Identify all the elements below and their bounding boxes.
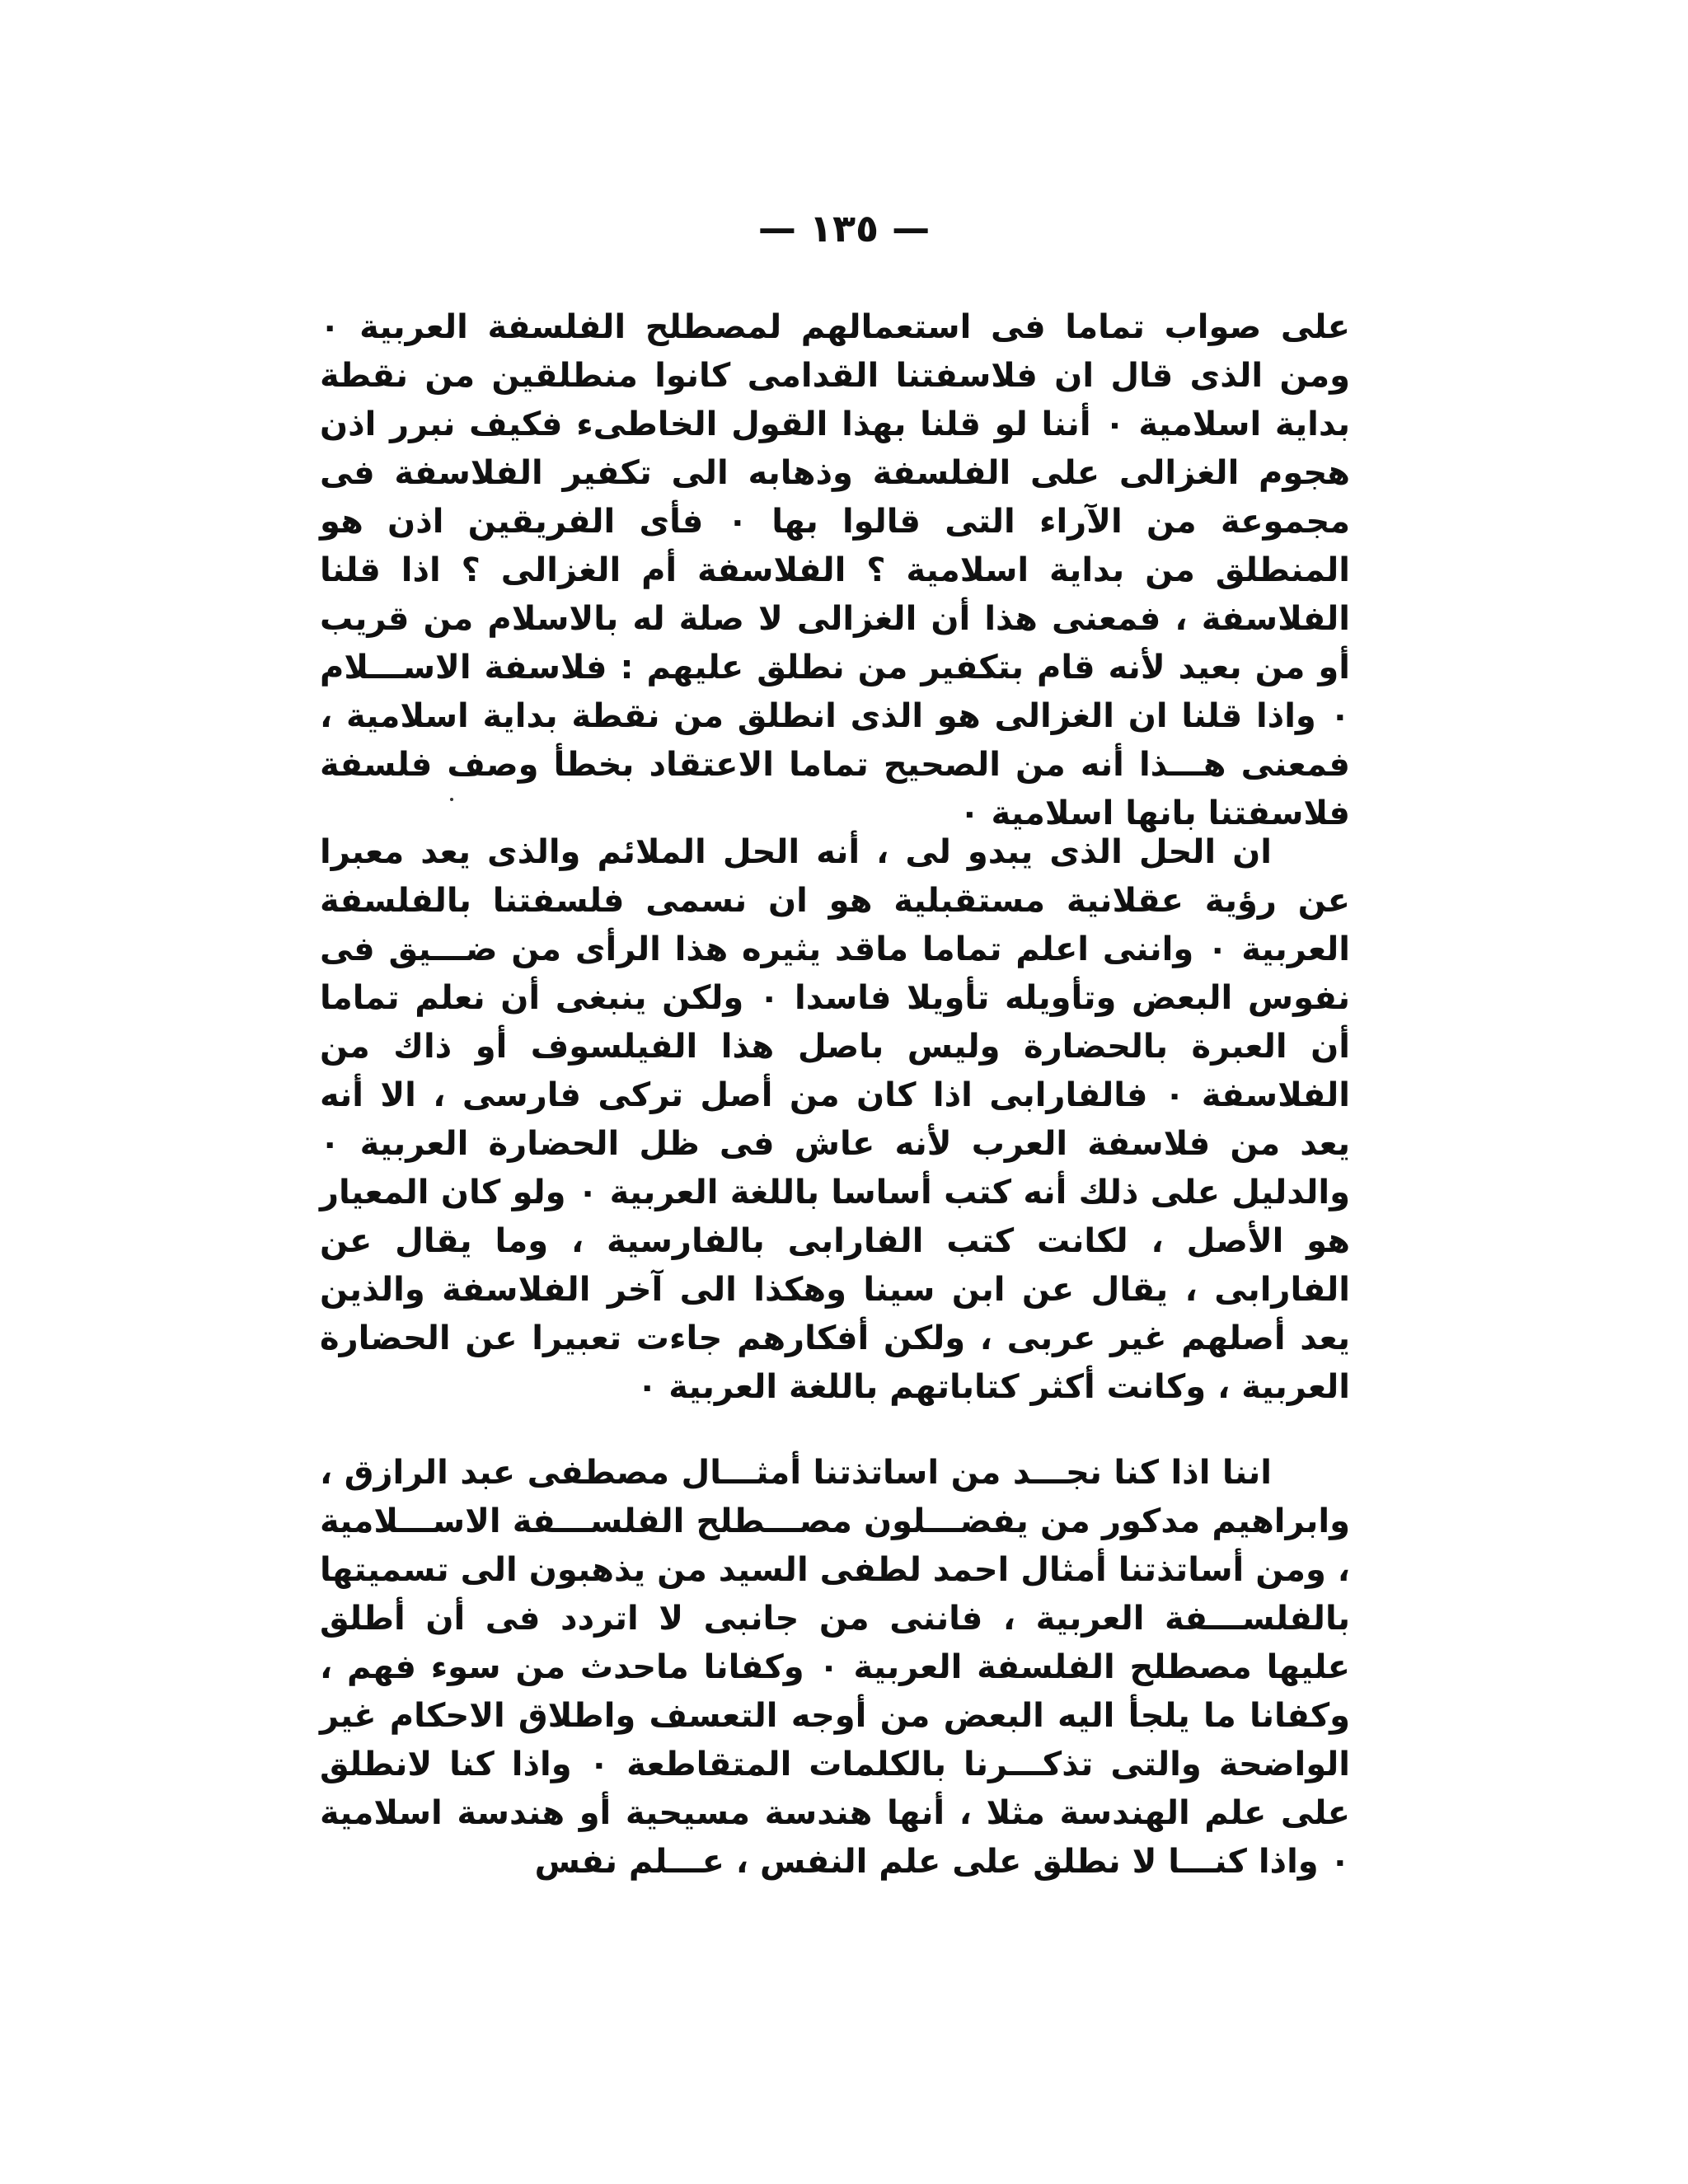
paragraph-3 [320,1449,1350,1886]
paragraph-text: ان الحل الذى يبدو لى ، أنه الحل الملائم والذى يعد معبرا عن رؤية عقلانية مستقبلية هو ان نسمى فلسفتنا بالفلسفة العربية ٠ واننى اعلم تماما ماقد يثيره هذا الرأى من ضـــيق فى نفوس البعض وتأويله تأويلا فاسدا ٠ ولكن ينبغى أن نعلم تماما أن العبرة بالحضارة وليس باصل هذا الفيلسوف أو ذاك من الفلاسفة ٠ فالفارابى اذا كان من أصل تركى فارسى ، الا أنه يعد من فلاسفة العرب لأنه عاش فى ظل الحضارة العربية ٠ والدليل على ذلك أنه كتب أساسا باللغة العربية ٠ ولو كان المعيار هو الأصل ، لكانت كتب الفارابى بالفارسية ، وما يقال عن الفارابى ، يقال عن ابن سينا وهكذا الى آخر الفلاسفة والذين يعد أصلهم غير عربى ، ولكن أفكارهم جاءت تعبيرا عن الحضارة العربية ، وكانت أكثر كتاباتهم باللغة العربية ٠ [320,833,1351,1406]
paragraph-1 [320,303,1350,838]
page-number: — ١٣٥ — [757,206,931,251]
paragraph-text: اننا اذا كنا نجـــد من اساتذتنا أمثـــال مصطفى عبد الرازق ، وابراهيم مدكور من يفضـــلون مصـــطلح الفلســـفة الاســـلامية ، ومن أساتذتنا أمثال احمد لطفى السيد من يذهبون الى تسميتها بالفلســـفة العربية ، فاننى من جانبى لا اتردد فى أن أطلق عليها مصطلح الفلسفة العربية ٠ وكفانا ماحدث من سوء فهم ، وكفانا ما يلجأ اليه البعض من أوجه التعسف واطلاق الاحكام غير الواضحة والتى تذكـــرنا بالكلمات المتقاطعة ٠ واذا كنا لانطلق على علم الهندسة مثلا ، أنها هندسة مسيحية أو هندسة اسلامية ٠ واذا كنـــا لا نطلق على علم النفس ، عـــلم نفس [320,1454,1350,1881]
ink-dot [450,798,453,801]
paragraph-text: على صواب تماما فى استعمالهم لمصطلح الفلسفة العربية ٠ ومن الذى قال ان فلاسفتنا القدامى كانوا منطلقين من نقطة بداية اسلامية ٠ أننا لو قلنا بهذا القول الخاطىء فكيف نبرر اذن هجوم الغزالى على الفلسفة وذهابه الى تكفير الفلاسفة فى مجموعة من الآراء التى قالوا بها ٠ فأى الفريقين اذن هو المنطلق من بداية اسلامية ؟ الفلاسفة أم الغزالى ؟ اذا قلنا الفلاسفة ، فمعنى هذا أن الغزالى لا صلة له بالاسلام من قريب أو من بعيد لأنه قام بتكفير من نطلق عليهم : فلاسفة الاســـلام ٠ واذا قلنا ان الغزالى هو الذى انطلق من نقطة بداية اسلامية ، فمعنى هـــذا أنه من الصحيح تماما الاعتقاد بخطأ وصف فلسفة فلاسفتنا بانها اسلامية ٠ [320,308,1351,832]
paragraph-2 [320,828,1350,1412]
